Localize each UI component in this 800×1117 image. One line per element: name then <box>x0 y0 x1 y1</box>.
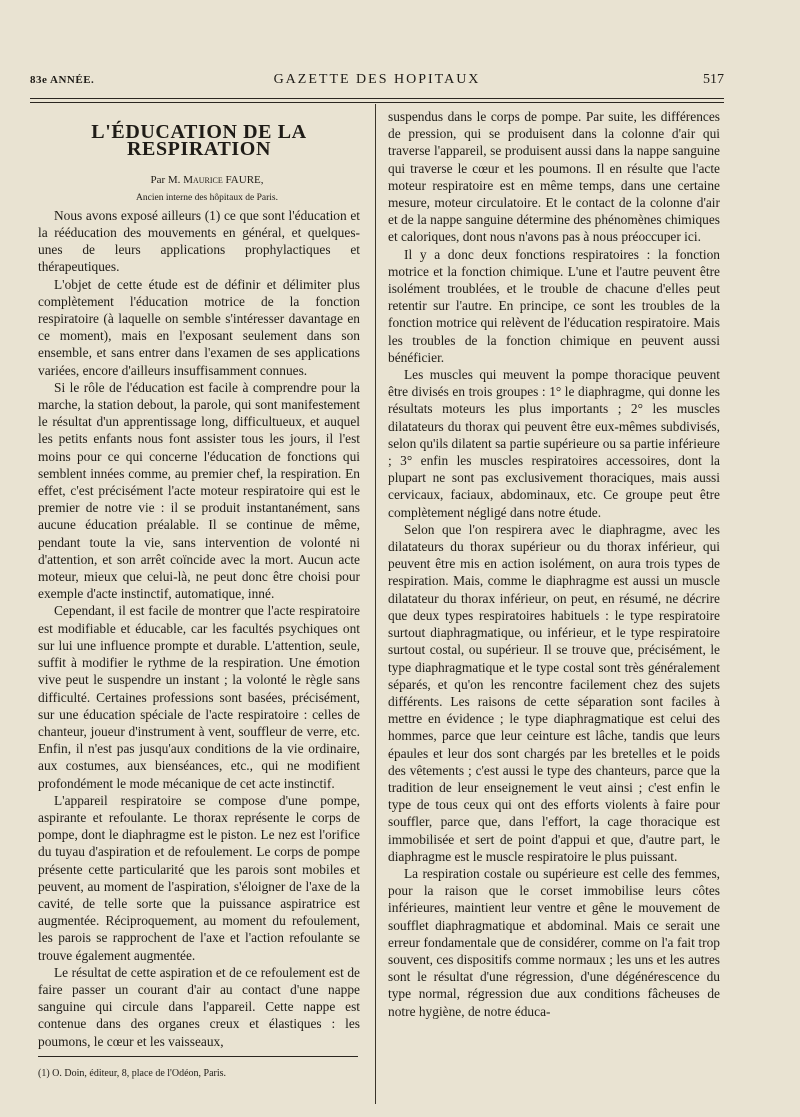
paragraph: suspendus dans le corps de pompe. Par suite, les différences de pression, qui se produisent dans la colonne d'air qui traverse l'appareil, se produisent aussi dans la nappe sanguine qui traverse le cœur et les poumons. Il en résulte que l'acte moteur respiratoire est en même temps, dans une certaine mesure, moteur circulatoire. Et le contact de la colonne d'air et de la nappe sanguine détermine des phénomènes chimiques et caloriques, dont nous n'avons pas à nous préoccuper ici. <box>388 109 720 245</box>
paragraph: L'objet de cette étude est de définir et délimiter plus complètement l'éducation motrice de la fonction respiratoire (à laquelle on semble s'intéresser davantage en ce moment), mais en l'exposant seulement dans son ensemble, et sans entrer dans l'examen de ses applications variées, encore d'ailleurs insuffisamment connues. <box>38 276 360 378</box>
paragraph: Nous avons exposé ailleurs (1) ce que sont l'éducation et la rééducation des mouvements en général, et quelques-unes de leurs applications prophylactiques et thérapeutiques. <box>38 207 360 275</box>
author-first-name: Maurice <box>183 174 223 187</box>
paragraph: Si le rôle de l'éducation est facile à comprendre pour la marche, la station debout, la parole, qui sont manifestement le résultat d'un apprentissage long, difficultueux, et auquel les petits enfants nous font assister tous les jours, il l'est moins pour ce qui concerne l'éducation de fonctions qui semblent innées comme, au premier chef, la respiration. En effet, c'est précisément l'acte moteur respiratoire qui est le premier de notre vie : il se produit instantanément, sans aucune éducation préalable. Il se continue de même, pendant toute la vie, sans intervention de volonté ni d'attention, et son arrêt coïncide avec la mort. Aucun acte moteur, mieux que celui-là, ne peut donc être choisi pour exemple d'acte instinctif, automatique, inné. <box>38 379 360 602</box>
paragraph: Il y a donc deux fonctions respiratoires : la fonction motrice et la fonction chimique. L'une et l'autre peuvent être isolément troublées, et le trouble de chacune d'elles peut retentir sur l'autre. En principe, ce sont les troubles de la fonction motrice qui relèvent de l'éducation respiratoire. Mais les troubles de la fonction chimique en peuvent aussi bénéficier. <box>388 246 720 365</box>
paragraph: Le résultat de cette aspiration et de ce refoulement est de faire passer un courant d'air au contact d'une nappe sanguine qui circule dans l'appareil. Cette nappe est contenue dans des organes creux et élastiques : les poumons, le cœur et les vaisseaux, <box>38 964 360 1049</box>
right-column <box>388 108 720 1020</box>
header-rule <box>30 98 724 103</box>
page-header <box>30 70 724 94</box>
year-label: 83e ANNÉE. <box>30 74 95 86</box>
journal-title: GAZETTE DES HOPITAUX <box>273 72 481 87</box>
left-column <box>38 108 360 1080</box>
column-divider <box>375 104 376 1104</box>
paragraph: L'appareil respiratoire se compose d'une pompe, aspirante et refoulante. Le thorax représente le corps de pompe, dont le diaphragme est le piston. Le nez est l'orifice du tuyau d'aspiration et de refoulement. Le corps de pompe présente cette particularité que les parois sont mobiles et peuvent, au moment de l'aspiration, s'éloigner de l'axe de la cavité, de telle sorte que la puissance aspiratrice est augmentée. Réciproquement, au moment du refoulement, les parois se rapprochent de l'axe et l'action refoulante se trouve également augmentée. <box>38 792 360 963</box>
author-last-name: FAURE, <box>225 174 264 187</box>
footnote-rule <box>38 1056 358 1057</box>
byline-prefix: Par M. <box>150 174 181 187</box>
paragraph: Cependant, il est facile de montrer que l'acte respiratoire est modifiable et éducable, car les facultés psychiques ont sur lui une influence prompte et durable. L'attention, seule, suffit à modifier le rythme de la respiration. Une émotion vive peut le suspendre un instant ; la volonté le règle sans difficulté. Certaines professions sont basées, précisément, sur une éducation spéciale de l'acte respiratoire : celles de chanteur, joueur d'instrument à vent, souffleur de verre, etc. Enfin, il n'est pas jusqu'aux conditions de la vie ordinaire, aux costumes, aux bienséances, etc., qui ne modifient profondément le mode mécanique de cet acte instinctif. <box>38 603 360 791</box>
paragraph: La respiration costale ou supérieure est celle des femmes, pour la raison que le corset immobilise leurs côtes inférieures, maintient leur ventre et gêne le mouvement de soufflet diaphragmatique et abdominal. Mais ce serait une erreur fondamentale que de considérer, comme on l'a fait trop souvent, ces dispositifs comme normaux ; les uns et les autres sont le résultat d'une régression, d'une dégénérescence du type normal, régression due aux conditions fâcheuses de notre hygiène, de notre éduca- <box>388 865 720 1019</box>
page-number: 517 <box>703 72 724 87</box>
byline <box>38 172 360 189</box>
paragraph: Selon que l'on respirera avec le diaphragme, avec les dilatateurs du thorax supérieur ou du thorax inférieur, qui peuvent être mis en action isolément, on aura trois types de respiration. Mais, comme le diaphragme est aussi un muscle dilatateur du thorax inférieur, on peut, en résumé, ne décrire que deux types respiratoires habituels : le type respiratoire surtout diaphragmatique, ou inférieur, et le type respiratoire surtout costal, ou supérieur. Il se trouve que, précisément, le type diaphragmatique et le type costal sont très généralement séparés, et qu'on les rencontre facilement chez des sujets différents. Les raisons de cette séparation sont faciles à mettre en évidence ; le type diaphragmatique est celui des hommes, parce que leur ceinture est lâche, tandis que leurs épaules et leur dos sont chargés par les bretelles et le poids des vêtements ; c'est aussi le type des chanteurs, parce que la tradition de leur enseignement le veut ainsi ; c'est enfin le type de tous ceux qui ont des efforts violents à faire pour souffler, parce que, dans l'effort, la cage thoracique est immobilisée et sert de point d'appui et que, d'autre part, le diaphragme est le muscle respiratoire le plus puissant. <box>388 521 720 864</box>
footnote: (1) O. Doin, éditeur, 8, place de l'Odéon, Paris. <box>38 1067 227 1079</box>
article-title: L'ÉDUCATION DE LA RESPIRATION <box>91 121 307 161</box>
author-affiliation: Ancien interne des hôpitaux de Paris. <box>136 192 278 203</box>
paragraph: Les muscles qui meuvent la pompe thoracique peuvent être divisés en trois groupes : 1° le diaphragme, qui donne les résultats moteurs les plus importants ; 2° les muscles dilatateurs du thorax qui peuvent être eux-mêmes subdivisés, selon qu'ils dilatent sa partie supérieure ou sa partie inférieure ; 3° enfin les muscles respiratoires accessoires, dont la plupart ne sont pas exclusivement thoraciques, mais aussi cervicaux, faciaux, abdominaux, etc. Ce groupe peut être complètement négligé dans notre étude. <box>388 367 720 520</box>
